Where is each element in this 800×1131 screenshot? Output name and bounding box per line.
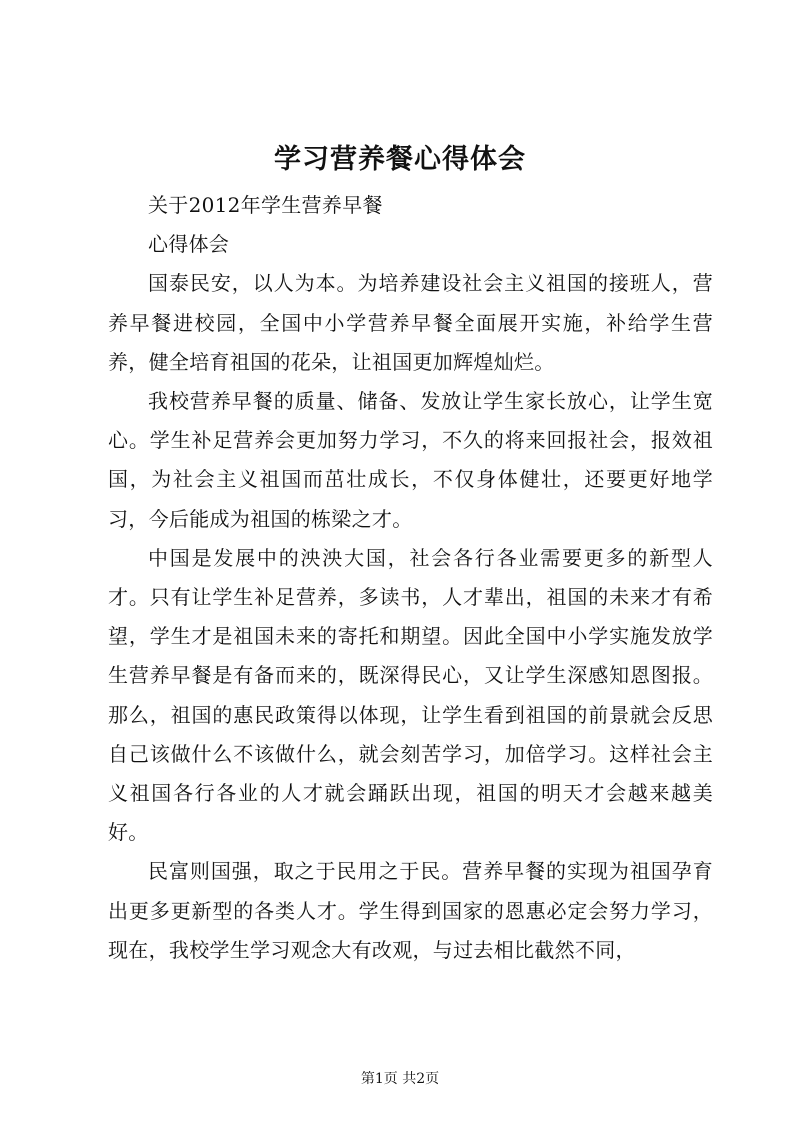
paragraph-subtitle-line-1: 关于2012年学生营养早餐 (148, 193, 383, 217)
page-footer: 第1页 共2页 (360, 1071, 440, 1087)
document-body (108, 186, 713, 970)
paragraph: 国泰民安，以人为本。为培养建设社会主义祖国的接班人，营养早餐进校园，全国中小学营养早餐全面展开实施，补给学生营养，健全培育祖国的花朵，让祖国更加辉煌灿烂。 (108, 271, 713, 374)
paragraph: 中国是发展中的泱泱大国，社会各行各业需要更多的新型人才。只有让学生补足营养，多读书，人才辈出，祖国的未来才有希望，学生才是祖国未来的寄托和期望。因此全国中小学实施发放学生营养早餐是有备而来的，既深得民心，又让学生深感知恩图报。那么，祖国的惠民政策得以体现，让学生看到祖国的前景就会反思自己该做什么不该做什么，就会刻苦学习，加倍学习。这样社会主义祖国各行各业的人才就会踊跃出现，祖国的明天才会越来越美好。 (108, 545, 713, 845)
paragraph-subtitle-line-2: 心得体会 (148, 232, 230, 257)
paragraph: 民富则国强，取之于民用之于民。营养早餐的实现为祖国孕育出更多更新型的各类人才。学生得到国家的恩惠必定会努力学习，现在，我校学生学习观念大有改观，与过去相比截然不同， (108, 859, 713, 962)
document-title: 学习营养餐心得体会 (274, 144, 526, 175)
paragraph: 我校营养早餐的质量、储备、发放让学生家长放心，让学生宽心。学生补足营养会更加努力学习，不久的将来回报社会，报效祖国，为社会主义祖国而茁壮成长，不仅身体健壮，还要更好地学习，今后能成为祖国的栋梁之才。 (108, 389, 713, 531)
